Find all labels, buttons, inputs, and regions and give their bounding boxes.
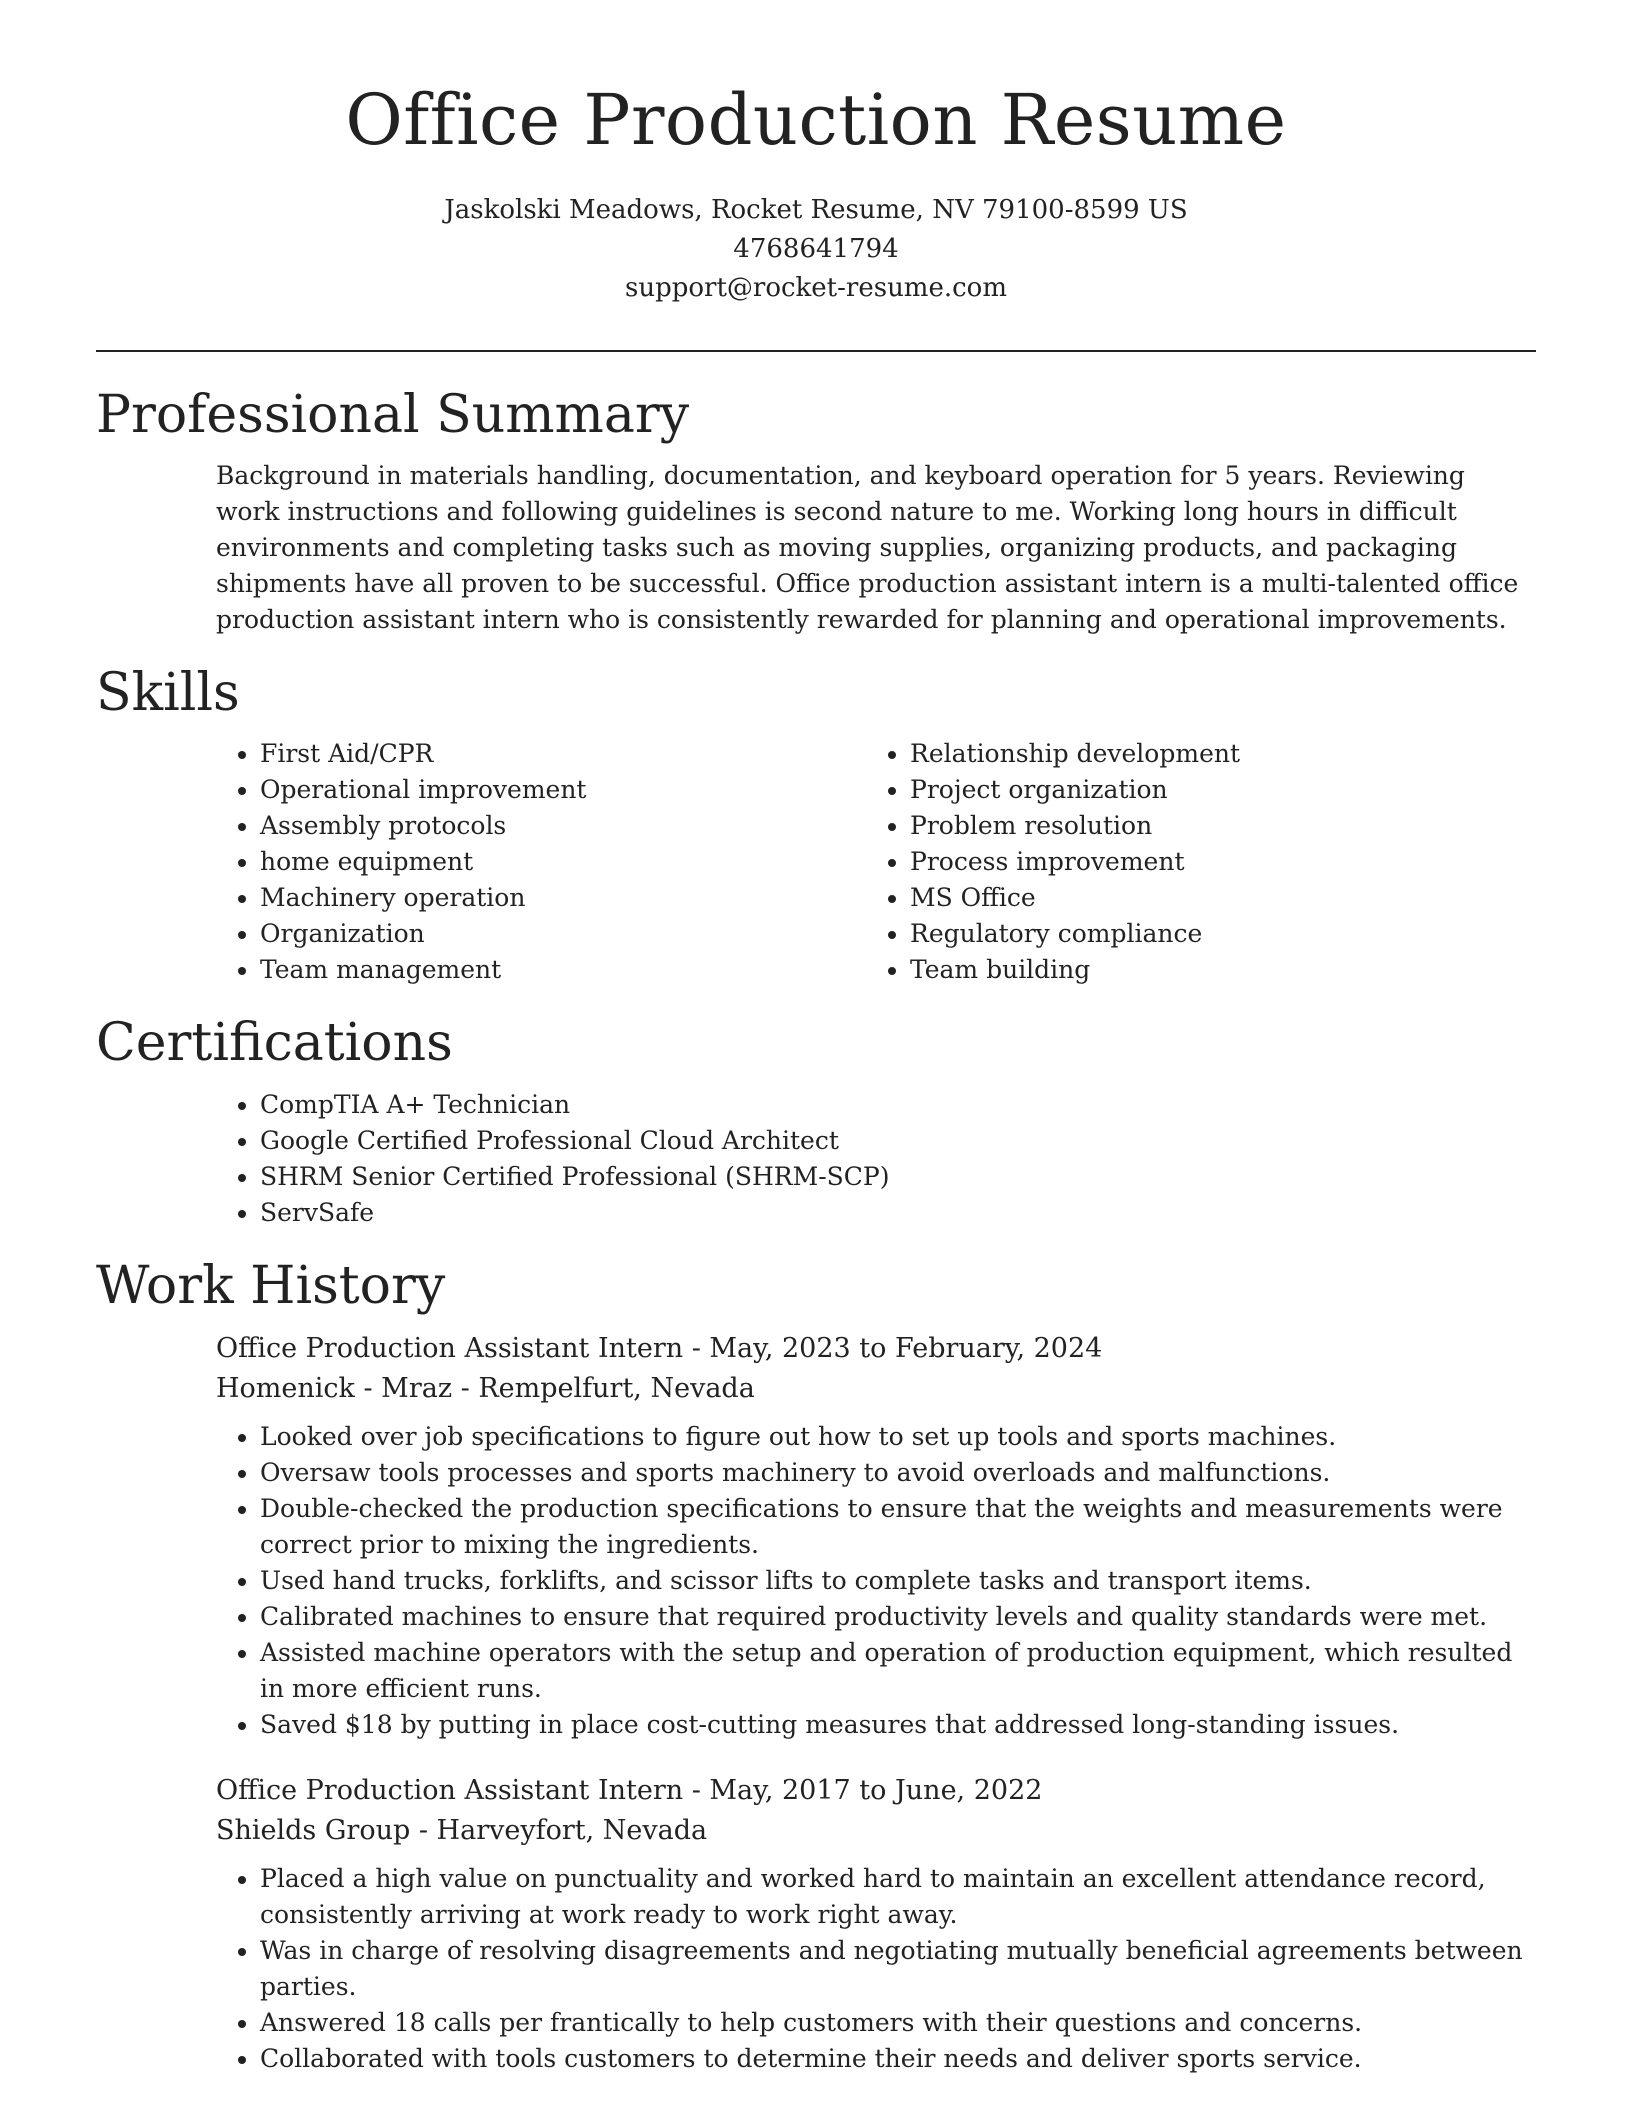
skill-item: • Team management — [260, 952, 866, 988]
skill-item: • Relationship development — [910, 736, 1516, 772]
skill-item: • First Aid/CPR — [260, 736, 866, 772]
skills-column-right — [866, 736, 1516, 988]
job-company: Homenick - Mraz — [216, 1373, 453, 1405]
skill-item: • Machinery operation — [260, 880, 866, 916]
job-title: Office Production Assistant Intern — [216, 1775, 684, 1807]
job-company-line — [216, 1811, 1536, 1851]
job-bullet: • Collaborated with tools customers to determine their needs and deliver sports service. — [260, 2041, 1536, 2077]
skill-item: • Process improvement — [910, 844, 1516, 880]
skills-heading: Skills — [96, 662, 240, 723]
contact-address: Jaskolski Meadows, Rocket Resume, NV 79100-8599 US — [444, 194, 1188, 225]
job-title-line — [216, 1771, 1536, 1811]
skills-section — [96, 662, 1536, 988]
certification-item: • Google Certified Professional Cloud Architect — [260, 1123, 1536, 1159]
job-company: Shields Group — [216, 1815, 411, 1847]
job-entry — [96, 1329, 1536, 1743]
job-location: - Rempelfurt, Nevada — [452, 1373, 755, 1405]
certification-item: • ServSafe — [260, 1195, 1536, 1231]
job-bullet: • Saved $18 by putting in place cost-cutting measures that addressed long-standing issues. — [260, 1707, 1536, 1743]
skill-item: • Team building — [910, 952, 1516, 988]
resume-header — [96, 80, 1536, 308]
certification-item: • CompTIA A+ Technician — [260, 1087, 1536, 1123]
job-bullet: • Used hand trucks, forklifts, and scissor lifts to complete tasks and transport items. — [260, 1563, 1536, 1599]
contact-phone: 4768641794 — [733, 233, 899, 264]
summary-text: Background in materials handling, documentation, and keyboard operation for 5 years. Reviewing work instructions and following guidelines is second nature to me. Working long hours in difficult environments and completing tasks such as moving supplies, organizing products, and packaging shipments have all proven to be successful. Office production assistant intern is a multi-talented office production assistant intern who is consistently rewarded for planning and operational improvements. — [216, 460, 1519, 634]
skill-item: • Operational improvement — [260, 772, 866, 808]
skill-item: • Project organization — [910, 772, 1516, 808]
header-divider — [96, 350, 1536, 352]
work-history-heading: Work History — [96, 1255, 446, 1316]
job-dates: - May, 2023 to February, 2024 — [683, 1333, 1103, 1365]
certifications-heading: Certifications — [96, 1013, 453, 1074]
job-bullet: • Was in charge of resolving disagreements and negotiating mutually beneficial agreements between parties. — [260, 1933, 1536, 2005]
resume-title: Office Production Resume — [345, 79, 1287, 161]
job-bullet: • Answered 18 calls per frantically to help customers with their questions and concerns. — [260, 2005, 1536, 2041]
job-bullet: • Oversaw tools processes and sports machinery to avoid overloads and malfunctions. — [260, 1455, 1536, 1491]
skill-item: • MS Office — [910, 880, 1516, 916]
skill-item: • home equipment — [260, 844, 866, 880]
job-title: Office Production Assistant Intern — [216, 1333, 684, 1365]
job-dates: - May, 2017 to June, 2022 — [683, 1775, 1043, 1807]
skill-item: • Organization — [260, 916, 866, 952]
work-history-section — [96, 1255, 1536, 2077]
skills-column-left — [216, 736, 866, 988]
job-bullet: • Placed a high value on punctuality and worked hard to maintain an excellent attendance record, consistently arriving at work ready to work right away. — [260, 1861, 1536, 1933]
job-bullet: • Double-checked the production specifications to ensure that the weights and measurements were correct prior to mixing the ingredients. — [260, 1491, 1536, 1563]
job-title-line — [216, 1329, 1536, 1369]
job-bullet: • Assisted machine operators with the setup and operation of production equipment, which resulted in more efficient runs. — [260, 1635, 1536, 1707]
skills-grid — [96, 736, 1536, 988]
job-bullets — [216, 1861, 1536, 2077]
contact-email: support@rocket-resume.com — [624, 272, 1007, 303]
certification-item: • SHRM Senior Certified Professional (SHRM-SCP) — [260, 1159, 1536, 1195]
summary-section — [96, 384, 1536, 638]
skill-item: • Regulatory compliance — [910, 916, 1516, 952]
job-company-line — [216, 1369, 1536, 1409]
skill-item: • Problem resolution — [910, 808, 1516, 844]
skill-item: • Assembly protocols — [260, 808, 866, 844]
job-bullet: • Looked over job specifications to figure out how to set up tools and sports machines. — [260, 1419, 1536, 1455]
certifications-section — [96, 1012, 1536, 1230]
job-location: - Harveyfort, Nevada — [410, 1815, 708, 1847]
job-bullet: • Calibrated machines to ensure that required productivity levels and quality standards were met. — [260, 1599, 1536, 1635]
summary-heading: Professional Summary — [96, 384, 690, 445]
job-entry — [96, 1771, 1536, 2077]
job-bullets — [216, 1419, 1536, 1743]
